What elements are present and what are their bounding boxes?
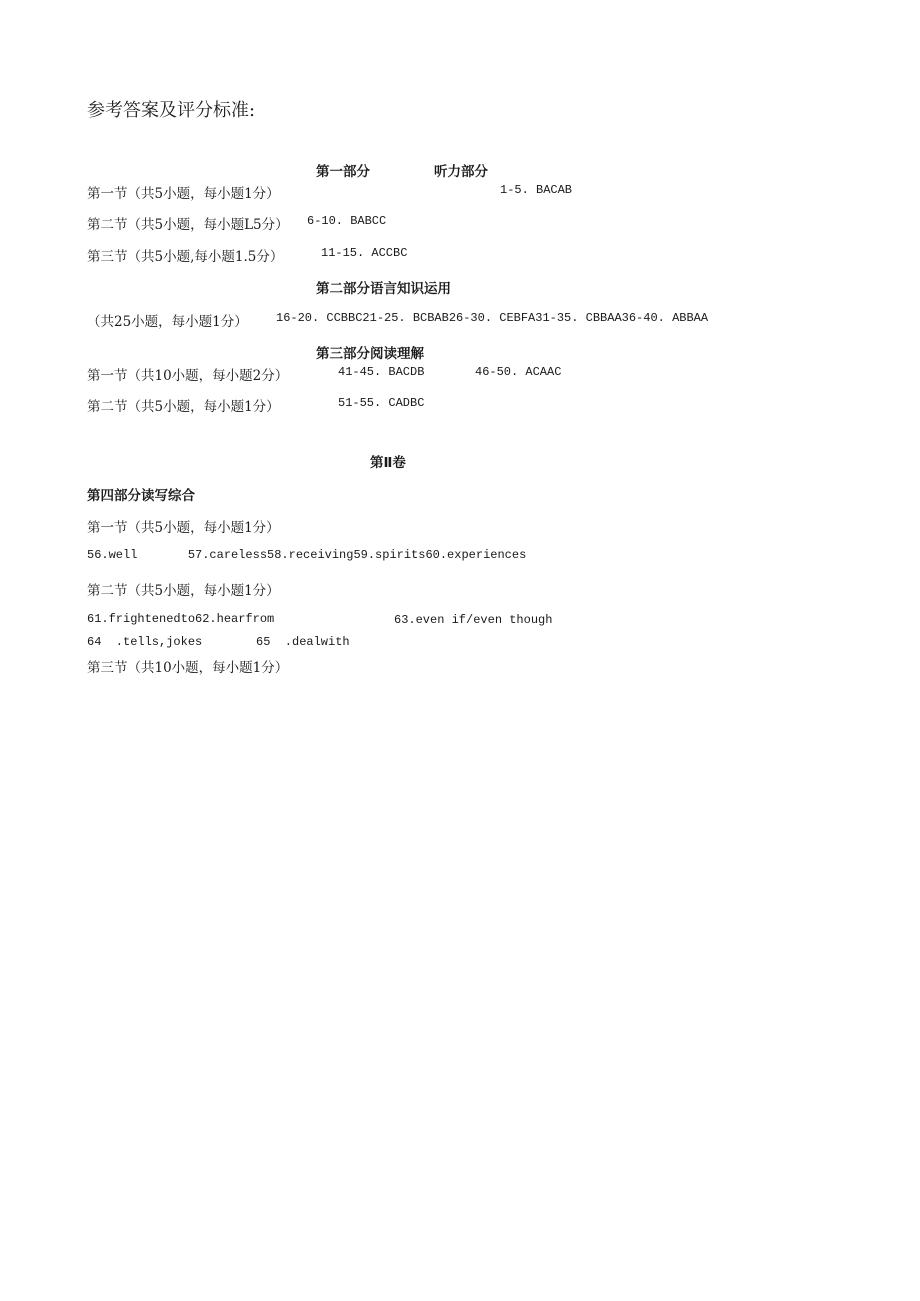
part4-section2-answer-c: 64 .tells,jokes (87, 635, 203, 649)
part1-section3-label: 第三节（共5小题,每小题1.5分） (87, 249, 284, 265)
volume2-heading: 第Ⅱ卷 (370, 455, 406, 471)
part4-section1-label: 第一节（共5小题，每小题1分） (87, 520, 280, 536)
document-title: 参考答案及评分标准: (87, 100, 256, 121)
part4-section2-answer-b: 63.even if/even though (394, 613, 553, 627)
part2-answer: 16-20. CCBBC21-25. BCBAB26-30. CEBFA31-35. CBBAA36-40. ABBAA (276, 311, 709, 325)
part2-label: （共25小题，每小题1分） (87, 314, 248, 330)
part3-heading: 第三部分阅读理解 (316, 346, 424, 362)
part4-section1-answer: 56.well 57.careless58.receiving59.spirits60.experiences (87, 548, 527, 562)
part4-section2-answer-a: 61.frightenedto62.hearfrom (87, 612, 275, 626)
part1-subheading: 听力部分 (434, 164, 488, 180)
part1-section1-label: 第一节（共5小题，每小题1分） (87, 186, 280, 202)
part1-section2-label: 第二节（共5小题，每小题L5分） (87, 217, 289, 233)
part1-section2-answer: 6-10. BABCC (307, 214, 387, 228)
part4-section3-label: 第三节（共10小题，每小题1分） (87, 660, 289, 676)
part4-section2-label: 第二节（共5小题，每小题1分） (87, 583, 280, 599)
part3-section1-answer-a: 41-45. BACDB (338, 365, 425, 379)
part1-heading: 第一部分 (316, 164, 370, 180)
part4-heading: 第四部分读写综合 (87, 488, 195, 504)
part1-section1-answer: 1-5. BACAB (500, 183, 573, 197)
part3-section2-label: 第二节（共5小题，每小题1分） (87, 399, 280, 415)
part3-section1-label: 第一节（共10小题，每小题2分） (87, 368, 289, 384)
part3-section2-answer: 51-55. CADBC (338, 396, 425, 410)
part1-section3-answer: 11-15. ACCBC (321, 246, 408, 260)
part4-section2-answer-d: 65 .dealwith (256, 635, 350, 649)
part3-section1-answer-b: 46-50. ACAAC (475, 365, 562, 379)
part2-heading: 第二部分语言知识运用 (316, 281, 451, 297)
